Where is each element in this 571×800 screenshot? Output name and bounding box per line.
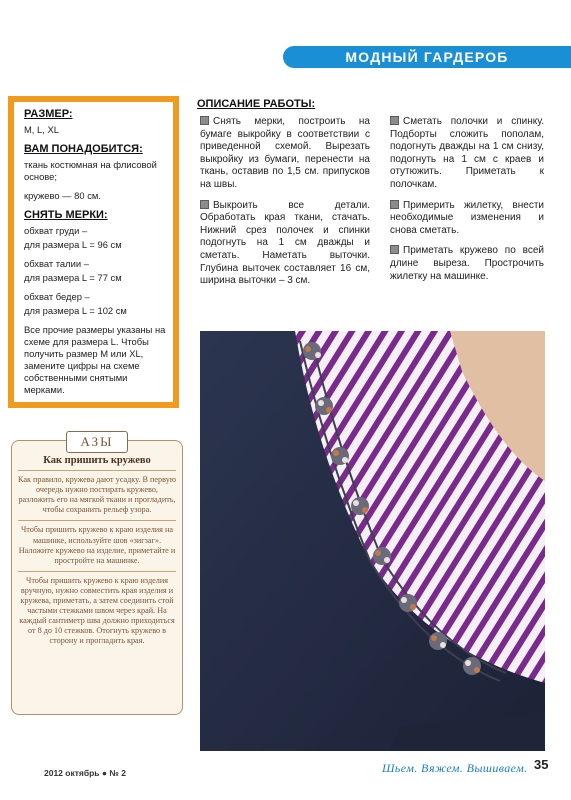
- hips-value: для размера L = 102 см: [24, 305, 127, 316]
- chest-label: обхват груди –: [24, 225, 88, 236]
- magazine-tagline: Шьем. Вяжем. Вышиваем.: [382, 761, 528, 775]
- tip-divider: [18, 520, 176, 521]
- waist-value: для размера L = 77 см: [24, 272, 122, 283]
- vest-lace-photo: [200, 331, 545, 751]
- square-bullet-icon: [390, 200, 399, 209]
- square-bullet-icon: [390, 116, 399, 125]
- hips-label: обхват бедер –: [24, 291, 90, 302]
- materials-sidebar-content: [14, 102, 173, 402]
- size-note: Все прочие размеры указаны на схеме для размера L. Чтобы получить размер M или XL, замените цифры на схеме собственными снятыми мерками.: [24, 324, 166, 395]
- work-step-1: Снять мерки, построить на бумаге выкройку в соответствии с приведенной схемой. Вырезать выкройку из бумаги, перенести на ткань, оставив по 1,5 см. припусков на швы.: [200, 116, 370, 190]
- tip-divider: [18, 571, 176, 572]
- tip-ribbon: АЗЫ: [66, 431, 128, 453]
- work-step-2: Выкроить все детали. Обработать края ткани, стачать. Нижний срез полочек и спинки подогнуть на 1 см дважды и сметать. Наметать выточки. Глубина выточек составляет 16 см, ширина выточки – 3 см.: [200, 199, 370, 287]
- square-bullet-icon: [200, 200, 209, 209]
- tip-paragraph-3: Чтобы пришить кружево к краю изделия вручную, нужно совместить края изделия и кружева, приметать, а затем соединить стой частыми стежками швом через край. На каждый сантиметр шва должно приходиться от 8 до 10 стежков. Отогнуть кружево в сторону и прогладить края.: [19, 575, 175, 646]
- work-step-3: Сметать полочки и спинку. Подборты сложить пополам, подогнуть дважды на 1 см снизу, подогнуть на 1 см с краев и отутюжить. Приметать к полочкам.: [390, 116, 544, 190]
- tip-paragraph-1: Как правило, кружева дают усадку. В первую очередь нужно постирать кружево, разложить его на мягкой ткани и прогладить, чтобы сохранить рельеф узора.: [18, 475, 176, 515]
- material-lace: кружево — 80 см.: [24, 190, 101, 201]
- tip-divider: [18, 470, 176, 471]
- materials-heading: ВАМ ПОНАДОБИТСЯ:: [24, 143, 143, 155]
- materials-sidebar: [8, 96, 179, 408]
- work-column-left: [200, 116, 370, 296]
- tip-paragraph-2: Чтобы пришить кружево к краю изделия на машинке, используйте шов «зигзаг». Наложите кружево на изделие, приметайте и простройте на машинке.: [18, 525, 176, 565]
- size-value: M, L, XL: [24, 124, 59, 135]
- work-step-4: Примерить жилетку, внести необходимые изменения и снова сметать.: [390, 199, 544, 236]
- chest-value: для размера L = 96 см: [24, 239, 122, 250]
- vest-lace-illustration: [200, 331, 545, 751]
- work-step-5: Приметать кружево по всей длине выреза. Прострочить жилетку на машинке.: [390, 245, 544, 282]
- page-number: 35: [534, 757, 549, 772]
- section-banner: МОДНЫЙ ГАРДЕРОБ: [283, 46, 571, 68]
- work-heading: ОПИСАНИЕ РАБОТЫ:: [197, 98, 316, 110]
- waist-label: обхват талии –: [24, 258, 89, 269]
- tip-box: [11, 434, 183, 715]
- size-heading: РАЗМЕР:: [24, 108, 73, 120]
- measurements-heading: СНЯТЬ МЕРКИ:: [24, 209, 108, 221]
- tip-title: Как пришить кружево: [43, 455, 151, 466]
- square-bullet-icon: [200, 116, 209, 125]
- issue-info: 2012 октябрь ● № 2: [44, 768, 126, 778]
- material-fabric: ткань костюмная на флисовой основе;: [24, 159, 157, 182]
- square-bullet-icon: [390, 245, 399, 254]
- work-column-right: [390, 116, 544, 291]
